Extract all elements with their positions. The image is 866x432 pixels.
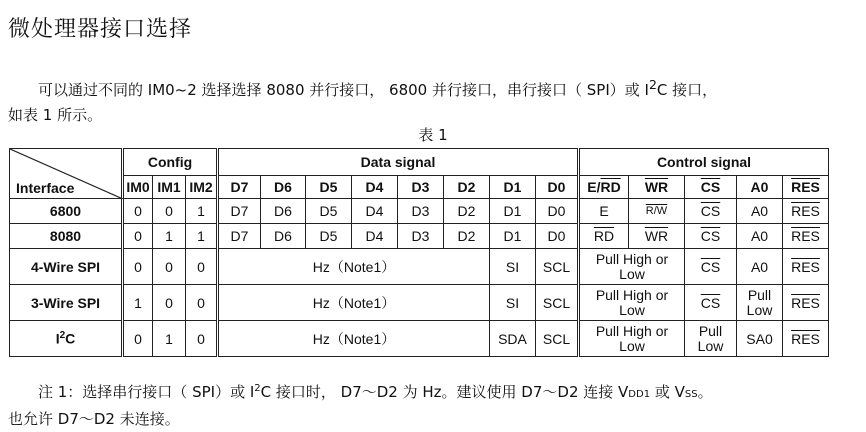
cell: E [579,199,629,224]
cell: D3 [398,199,444,224]
table-row [10,249,829,285]
cell: D6 [261,199,306,224]
row-label: 4-Wire SPI [10,249,123,285]
cell: 0 [186,285,218,321]
cell: 0 [123,199,153,224]
col-d7: D7 [218,176,261,199]
intro-line1-end: C 接口， [656,81,718,99]
pull-cell: Pull High or Low [579,321,685,357]
control-group-header: Control signal [579,149,829,176]
cell: SA0 [737,321,783,357]
cell: Pull Low [685,321,737,357]
cell: D5 [306,224,352,249]
cell: A0 [737,249,783,285]
cell: 0 [123,224,153,249]
interface-label: Interface [16,180,75,196]
row-label: 3-Wire SPI [10,285,123,321]
cell: $\overline{RES}$ [783,321,829,357]
cell: D0 [536,199,579,224]
cell: 0 [153,285,186,321]
cell: $\overline{RD}$ [579,224,629,249]
hz-cell: Hz（Note1） [218,321,490,357]
cell: 1 [123,285,153,321]
row-label: 8080 [10,224,123,249]
cell: SCL [536,285,579,321]
table-row [10,224,829,249]
cell: $\overline{RES}$ [783,249,829,285]
data-group-header: Data signal [218,149,579,176]
cell: SI [490,285,536,321]
note-a: 注 1：选择串行接口（ SPI）或 I [38,383,255,401]
cell: D0 [536,224,579,249]
col-e-rd: $E/\overline{RD}$ [579,176,629,199]
cell: D3 [398,224,444,249]
col-im2: IM2 [186,176,218,199]
cell: 1 [186,224,218,249]
interface-header-cell [10,149,123,199]
hz-cell: Hz（Note1） [218,285,490,321]
note-line2: 也允许 D7～D2 未连接。 [8,410,180,428]
cell: SDA [490,321,536,357]
cell: $\overline{WR}$ [629,224,685,249]
cell: D4 [352,199,398,224]
table-row [10,199,829,224]
cell: A0 [737,199,783,224]
cell: $\overline{CS}$ [685,199,737,224]
cell: 1 [153,224,186,249]
col-d4: D4 [352,176,398,199]
pull-cell: Pull High or Low [579,249,685,285]
cell: D7 [218,199,261,224]
cell: 0 [123,321,153,357]
cell: $\overline{RES}$ [783,199,829,224]
cell: 1 [186,199,218,224]
intro-sup: 2 [648,77,657,92]
col-res: $\overline{RES}$ [783,176,829,199]
col-im0: IM0 [123,176,153,199]
cell: Pull Low [737,285,783,321]
cell: D2 [444,199,490,224]
cell: $\overline{CS}$ [685,285,737,321]
cell: D7 [218,224,261,249]
col-d6: D6 [261,176,306,199]
cell: D4 [352,224,398,249]
cell: 0 [186,249,218,285]
cell: $\overline{RES}$ [783,285,829,321]
col-d1: D1 [490,176,536,199]
col-wr: $\overline{WR}$ [629,176,685,199]
cell: 0 [153,249,186,285]
cell: 0 [186,321,218,357]
interface-table [9,148,829,357]
cell: $\overline{RES}$ [783,224,829,249]
cell: $\overline{CS}$ [685,224,737,249]
header-row-groups [10,149,829,176]
note-b: C 接口时， D7～D2 为 Hz。建议使用 D7～D2 连接 V [260,383,629,401]
col-d3: D3 [398,176,444,199]
col-im1: IM1 [153,176,186,199]
row-label: 6800 [10,199,123,224]
col-a0: A0 [737,176,783,199]
col-d2: D2 [444,176,490,199]
cell: 0 [153,199,186,224]
cell: D2 [444,224,490,249]
cell: D5 [306,199,352,224]
cell: SI [490,249,536,285]
cell: SCL [536,321,579,357]
table-row [10,285,829,321]
config-group-header: Config [123,149,218,176]
cell: SCL [536,249,579,285]
cell: D6 [261,224,306,249]
cell: 1 [153,321,186,357]
intro-line1: 可以通过不同的 IM0~2 选择选择 8080 并行接口， 6800 并行接口，串行接口（ SPI）或 I [38,81,649,99]
cell: R/W [629,199,685,224]
row-label: $I^2C$ [10,321,123,357]
section-heading: 微处理器接口选择 [8,17,193,42]
col-d5: D5 [306,176,352,199]
cell: A0 [737,224,783,249]
cell: D1 [490,199,536,224]
table-row [10,321,829,357]
col-cs: $\overline{CS}$ [685,176,737,199]
cell: D1 [490,224,536,249]
header-row-columns [10,176,829,199]
hz-cell: Hz（Note1） [218,249,490,285]
cell: 0 [123,249,153,285]
pull-cell: Pull High or Low [579,285,685,321]
note-paragraph: 注 1：选择串行接口（ SPI）或 $I^2C$ 接口时， D7～D2 为 Hz。建议使用 D7～D2 连接 VDD1 或 VSS。 也允许 D7～D2 未连接。 [8,383,713,428]
cell: $\overline{CS}$ [685,249,737,285]
table-caption: 表 1 [418,126,448,144]
col-d0: D0 [536,176,579,199]
intro-line2: 如表 1 所示。 [8,106,103,124]
intro-paragraph [8,72,858,128]
